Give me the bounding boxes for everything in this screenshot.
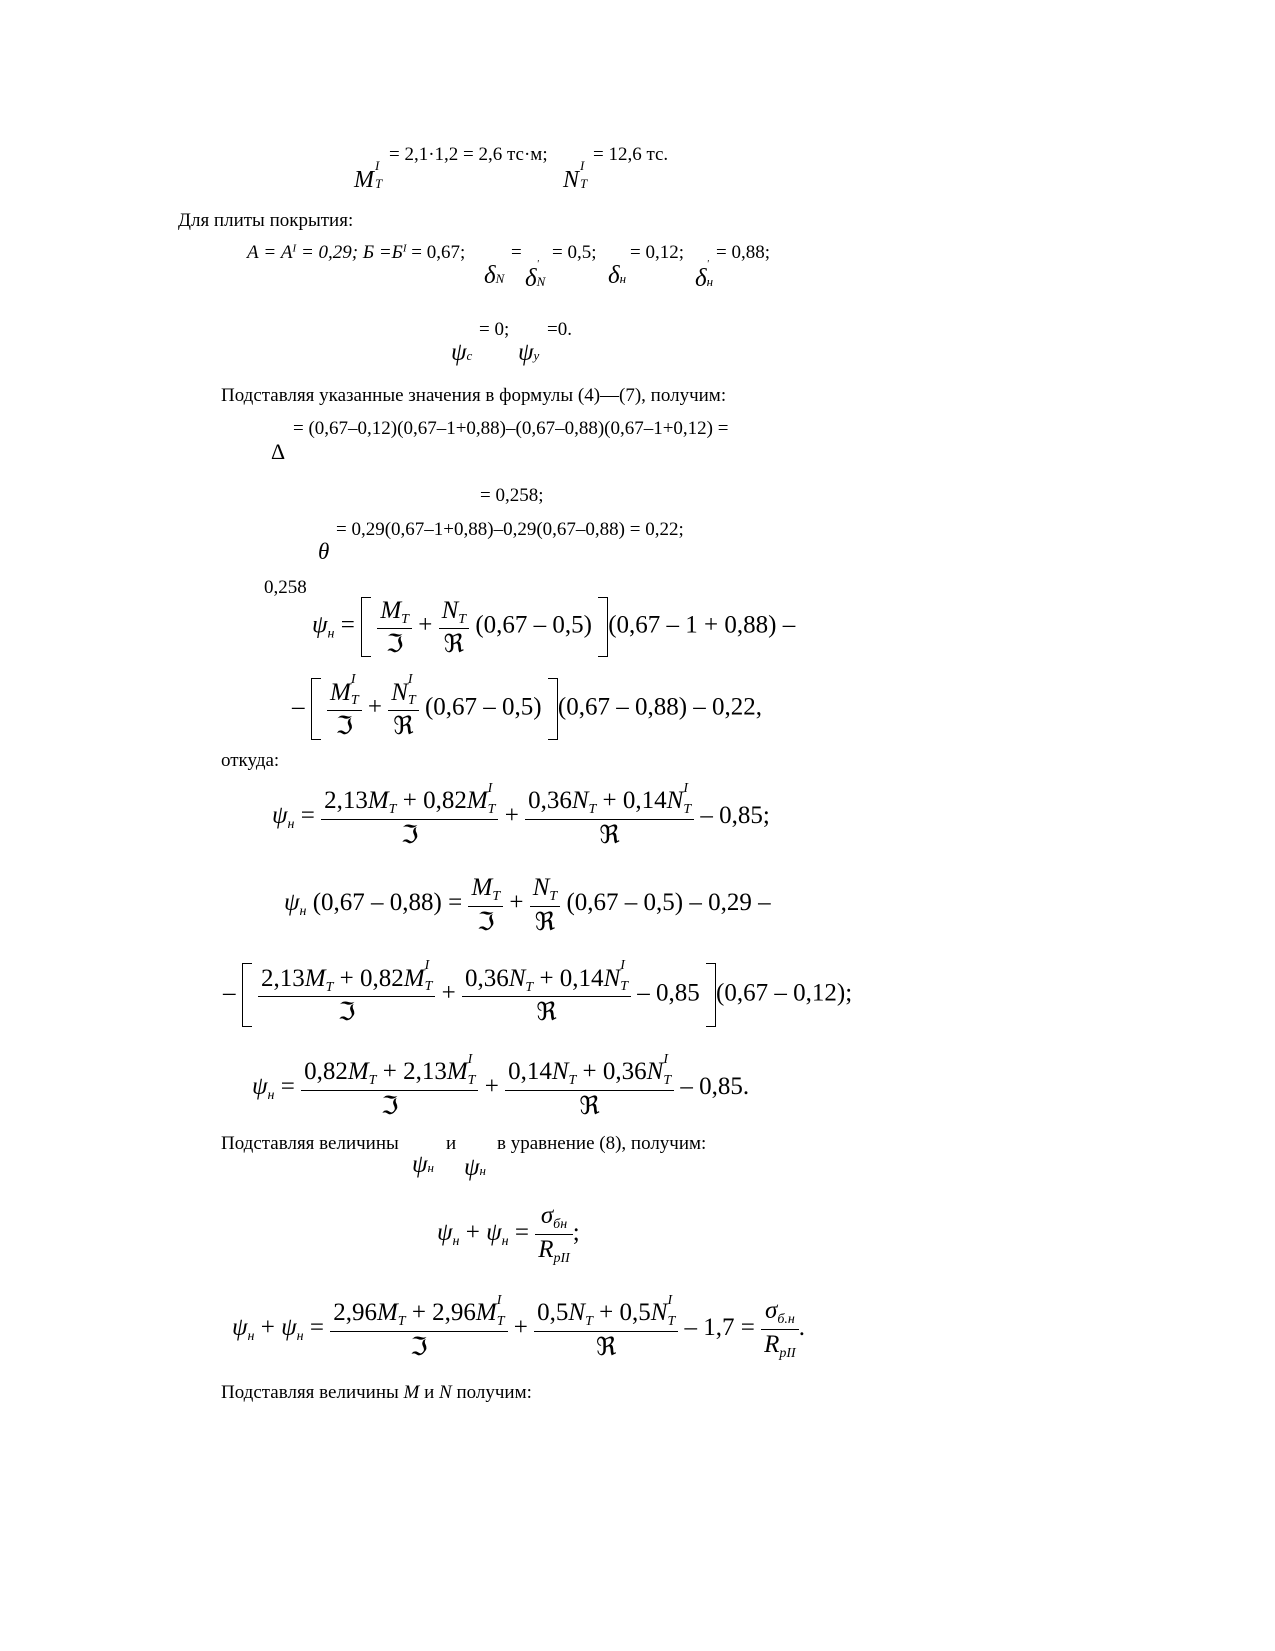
psi-y-symbol: ψу xyxy=(518,339,540,366)
delta-N-prime-symbol: δ ' N xyxy=(525,259,546,292)
psi-c-symbol: ψс xyxy=(451,339,473,366)
theta-symbol: θ xyxy=(318,539,330,564)
delta-n-prime-value: = 0,5; xyxy=(552,242,597,263)
psi-n-symbol: ψн xyxy=(412,1151,434,1178)
delta-result: = 0,258; xyxy=(480,485,544,506)
psi-n-prime-result-equation: $\psi_н$ = $0,82M_T + 2,13M$ $_{I T}$ ℑ + $0,14N_T + 0,36N$ $_{I T}$ ℜ – 0,85. xyxy=(252,1051,750,1120)
otkuda-label: откуда: xyxy=(221,750,280,771)
denominator-label: 0,258 xyxy=(264,577,307,598)
mt-moment-value: = 2,1·1,2 = 2,6 тс·м; xyxy=(389,144,548,165)
capital-delta-symbol: Δ xyxy=(271,439,286,464)
psi-c-value: = 0; xyxy=(479,319,510,340)
coefficients-line: $А = А^I = 0,29$; $Б =Б^I = 0,67$; xyxy=(247,242,466,263)
sum-equation: $\psi_н + \psi_н$ = $\frac{\sigma_{бн}}{R_{рII}}$ ; xyxy=(437,1202,580,1266)
paragraph-substitute-psi-a: Подставляя величины xyxy=(221,1133,399,1154)
delta-n-prime-symbol: δ ' н xyxy=(695,259,714,292)
psi-y-value: =0. xyxy=(547,319,572,340)
paragraph-substitute-psi-c: в уравнение (8), получим: xyxy=(497,1133,707,1154)
psi-n-prime-symbol: ψн xyxy=(464,1154,486,1181)
plate-heading: Для плиты покрытия: xyxy=(178,210,354,231)
theta-equation: = 0,29(0,67–1+0,88)–0,29(0,67–0,88) = 0,22; xyxy=(336,519,684,540)
nt-force-value: = 12,6 тс. xyxy=(593,144,669,165)
delta-n-small-prime-value: = 0,88; xyxy=(716,242,770,263)
psi-equation-1: $\psi_н$ = $\frac{M_T}{\text{ℑ}}$ + $\frac{N_T}{\text{ℜ}}$ (0,67 – 0,5) (0,67 – 1 + 0,88) – xyxy=(312,596,796,659)
paragraph-substitute-psi-b: и xyxy=(446,1133,457,1154)
delta-n-symbol: δн xyxy=(608,262,627,289)
sum-expanded-equation: $\psi_н + \psi_н$ = $2,96M_T + 2,96M$ $_{I T}$ ℑ + $0,5N_T + 0,5N$ $_{I T}$ ℜ – 1,7 = $\frac{\sigma_{б.н}}{R_{рII}}$ . xyxy=(232,1292,805,1361)
delta-n-eq: = xyxy=(511,242,522,263)
mt-symbol: M I T xyxy=(354,158,383,193)
delta-n-small-value: = 0,12; xyxy=(630,242,684,263)
delta-equation: = (0,67–0,12)(0,67–1+0,88)–(0,67–0,88)(0,67–1+0,12) = xyxy=(293,418,729,439)
bracket-equation: – $2,13M_T + 0,82M$ $_{I T}$ ℑ + $0,36N_T + 0,14N$ $_{I T}$ ℜ – 0,85 (0,67 – 0,12); xyxy=(223,958,853,1027)
psi-equation-2: – M $_{I T}$ ℑ + N $_{I T}$ ℜ (0,67 – 0,5) (0,67 – 0,88) – 0,22, xyxy=(292,672,763,741)
paragraph-substitute-mn: Подставляя величины M и N получим: xyxy=(221,1382,532,1403)
psi-n-result-equation: $\psi_н$ = $2,13M_T + 0,82M$ $_{I T}$ ℑ + $0,36N_T + 0,14N$ $_{I T}$ ℜ – 0,85; xyxy=(272,780,770,849)
nt-symbol: N I T xyxy=(563,158,588,193)
psi-n-prime-equation: $\psi_н$ (0,67 – 0,88) = $\frac{M_T}{\text{ℑ}}$ + $\frac{N_T}{\text{ℜ}}$ (0,67 – 0,5) – 0,29 – xyxy=(284,874,771,936)
paragraph-substitute: Подставляя указанные значения в формулы (4)—(7), получим: xyxy=(221,385,727,406)
delta-N-symbol: δN xyxy=(484,262,505,289)
